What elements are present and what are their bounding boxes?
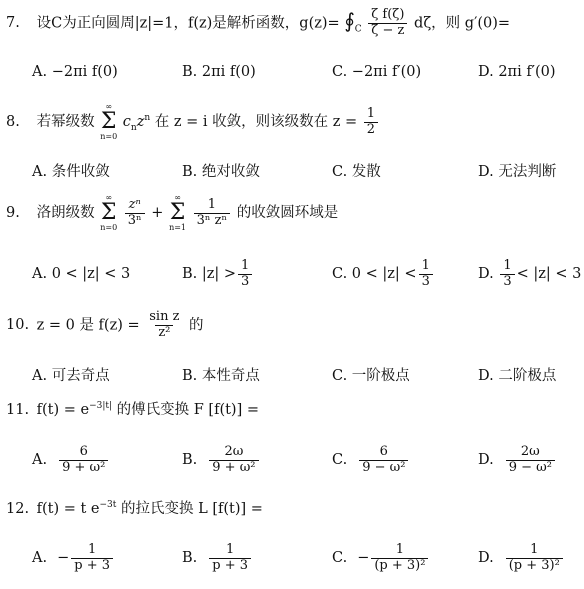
option-sign: − [357,550,370,566]
question-number: 8. [6,114,20,130]
option-c[interactable]: C. 一阶极点 [332,367,410,384]
fraction-denominator: 9 + ω² [59,460,108,476]
fraction-numerator: 6 [79,443,88,459]
option-fraction [59,445,108,476]
option-b[interactable]: B. 绝对收敛 [182,163,260,180]
fraction-denominator: 3ⁿ [125,213,145,229]
question-11 [6,398,259,419]
integrand-fraction [368,8,407,39]
question-number: 12. [6,501,30,517]
option-b[interactable] [182,254,254,294]
option-fraction [238,259,252,290]
option-b[interactable] [182,440,261,480]
question-text: f(t) = t e [36,501,100,517]
exponent: −3|t| [89,401,113,412]
option-fraction [506,445,555,476]
question-text-tail: dζ，则 g′(0)= [414,15,511,32]
fraction-denominator: 2 [364,122,378,138]
term-coef: c [122,114,131,130]
option-text: B. |z| > [182,266,237,282]
option-fraction [419,259,433,290]
term-sub: n [130,122,137,133]
fraction-denominator: 9 − ω² [506,460,555,476]
fraction-denominator: 3 [419,274,433,290]
option-c[interactable] [332,254,435,294]
option-text: C. 0 < |z| < [332,266,417,282]
option-a[interactable]: A. 条件收敛 [32,163,110,180]
sum-upper: ∞ [105,193,113,202]
function-fraction [146,310,182,341]
fraction-denominator: 3 [500,274,514,290]
option-d[interactable] [478,538,565,578]
option-label: D. [478,452,494,468]
point-fraction [364,107,378,138]
option-b[interactable]: B. 2πi f(0) [182,64,256,80]
option-fraction [209,445,258,476]
question-number: 7. [6,15,20,32]
question-12 [6,497,263,518]
question-10 [6,310,204,341]
question-text: 洛朗级数 [36,205,95,221]
fraction-denominator: 9 − ω² [359,460,408,476]
option-fraction [500,259,514,290]
integral-limit: C [354,24,362,35]
options-12 [32,538,580,578]
question-7 [6,8,510,39]
fraction-numerator: 1 [421,257,430,273]
fraction-denominator: p + 3 [209,558,251,574]
sum-upper: ∞ [105,102,113,111]
fraction-numerator: 1 [366,105,376,121]
fraction-numerator: 1 [241,257,250,273]
exponent: −3t [99,500,117,511]
fraction-numerator: 1 [395,541,405,557]
question-text: 设C为正向圆周|z|=1，f(z)是解析函数，g(z)= [36,15,340,32]
option-d[interactable] [478,440,557,480]
fraction-denominator: (p + 3)² [371,558,428,574]
option-label: C. [332,550,348,566]
options-9 [32,254,580,294]
option-fraction [506,543,563,574]
option-c[interactable]: C. −2πi f′(0) [332,64,422,80]
sum-icon: ∞ Σ n=1 [169,193,187,232]
question-text: z = 0 是 f(z) = [36,317,140,334]
series-fraction-2 [194,198,231,229]
sum-icon: ∞ Σ n=0 [100,193,118,232]
fraction-numerator: 1 [207,196,217,212]
question-text: f(t) = e [36,402,90,418]
option-fraction [371,543,428,574]
option-d[interactable]: D. 二阶极点 [478,367,557,384]
fraction-denominator: 3ⁿ zⁿ [194,213,231,229]
fraction-denominator: 9 + ω² [209,460,258,476]
fraction-denominator: (p + 3)² [506,558,563,574]
option-label: B. [182,452,198,468]
option-fraction [209,543,251,574]
question-text-tail: 的拉氏变换 L [f(t)] = [121,501,263,517]
fraction-denominator: p + 3 [71,558,113,574]
question-text-tail: 的 [189,317,204,334]
option-a[interactable]: A. 0 < |z| < 3 [32,266,131,282]
fraction-denominator: 3 [238,274,252,290]
options-11 [32,440,580,480]
option-fraction [359,445,408,476]
option-text: < |z| < 3 [516,266,582,282]
question-number: 9. [6,205,20,221]
fraction-numerator: 1 [226,541,235,557]
fraction-numerator: 1 [87,541,97,557]
fraction-denominator: ζ − z [368,23,407,39]
fraction-numerator: ζ f(ζ) [371,7,405,22]
options-10 [32,354,580,394]
fraction-numerator: 2ω [520,443,540,459]
term-sup: n [144,113,151,124]
option-label: A. [32,452,48,468]
options-7 [32,52,580,92]
plus-sign: + [151,205,164,221]
option-b[interactable] [182,538,253,578]
sum-lower: n=0 [100,132,118,141]
sum-lower: n=0 [100,223,118,232]
series-fraction-1 [125,198,145,229]
contour-integral-icon: ∮ [344,8,355,33]
fraction-numerator: sin z [149,309,180,324]
option-label: C. [332,452,348,468]
option-d[interactable] [478,254,581,294]
option-fraction [71,543,113,574]
question-text-mid: 在 z = i 收敛，则该级数在 z = [154,114,358,130]
question-number: 10. [6,317,30,334]
option-label: D. [478,550,494,566]
fraction-numerator: 2ω [224,443,244,459]
option-c[interactable] [332,440,410,480]
option-d[interactable]: D. 2πi f′(0) [478,64,556,80]
sum-icon: ∞ Σ n=0 [100,102,118,141]
fraction-denominator: z² [155,325,173,341]
question-number: 11. [6,402,30,418]
fraction-numerator: 1 [530,541,539,557]
question-text: 若幂级数 [36,114,95,130]
fraction-numerator: zⁿ [128,196,141,212]
option-label: B. [182,550,198,566]
question-8 [6,103,380,141]
option-a[interactable] [32,440,110,480]
option-a[interactable]: A. 可去奇点 [32,367,110,384]
fraction-numerator: 6 [379,443,388,459]
option-c[interactable]: C. 发散 [332,163,381,180]
question-text-tail: 的傅氏变换 F [f(t)] = [116,402,259,418]
option-a[interactable]: A. −2πi f(0) [32,64,118,80]
sum-lower: n=1 [169,223,187,232]
fraction-numerator: 1 [503,257,512,273]
option-label: A. [32,550,48,566]
options-8 [32,150,580,190]
option-d[interactable]: D. 无法判断 [478,163,557,180]
option-label: D. [478,266,494,282]
question-9 [6,194,338,232]
option-a[interactable] [32,538,115,578]
term-var: z [136,114,145,130]
question-text-tail: 的收敛圆环域是 [236,205,339,221]
option-sign: − [57,550,70,566]
option-b[interactable]: B. 本性奇点 [182,367,260,384]
sum-upper: ∞ [174,193,181,202]
option-c[interactable] [332,538,430,578]
